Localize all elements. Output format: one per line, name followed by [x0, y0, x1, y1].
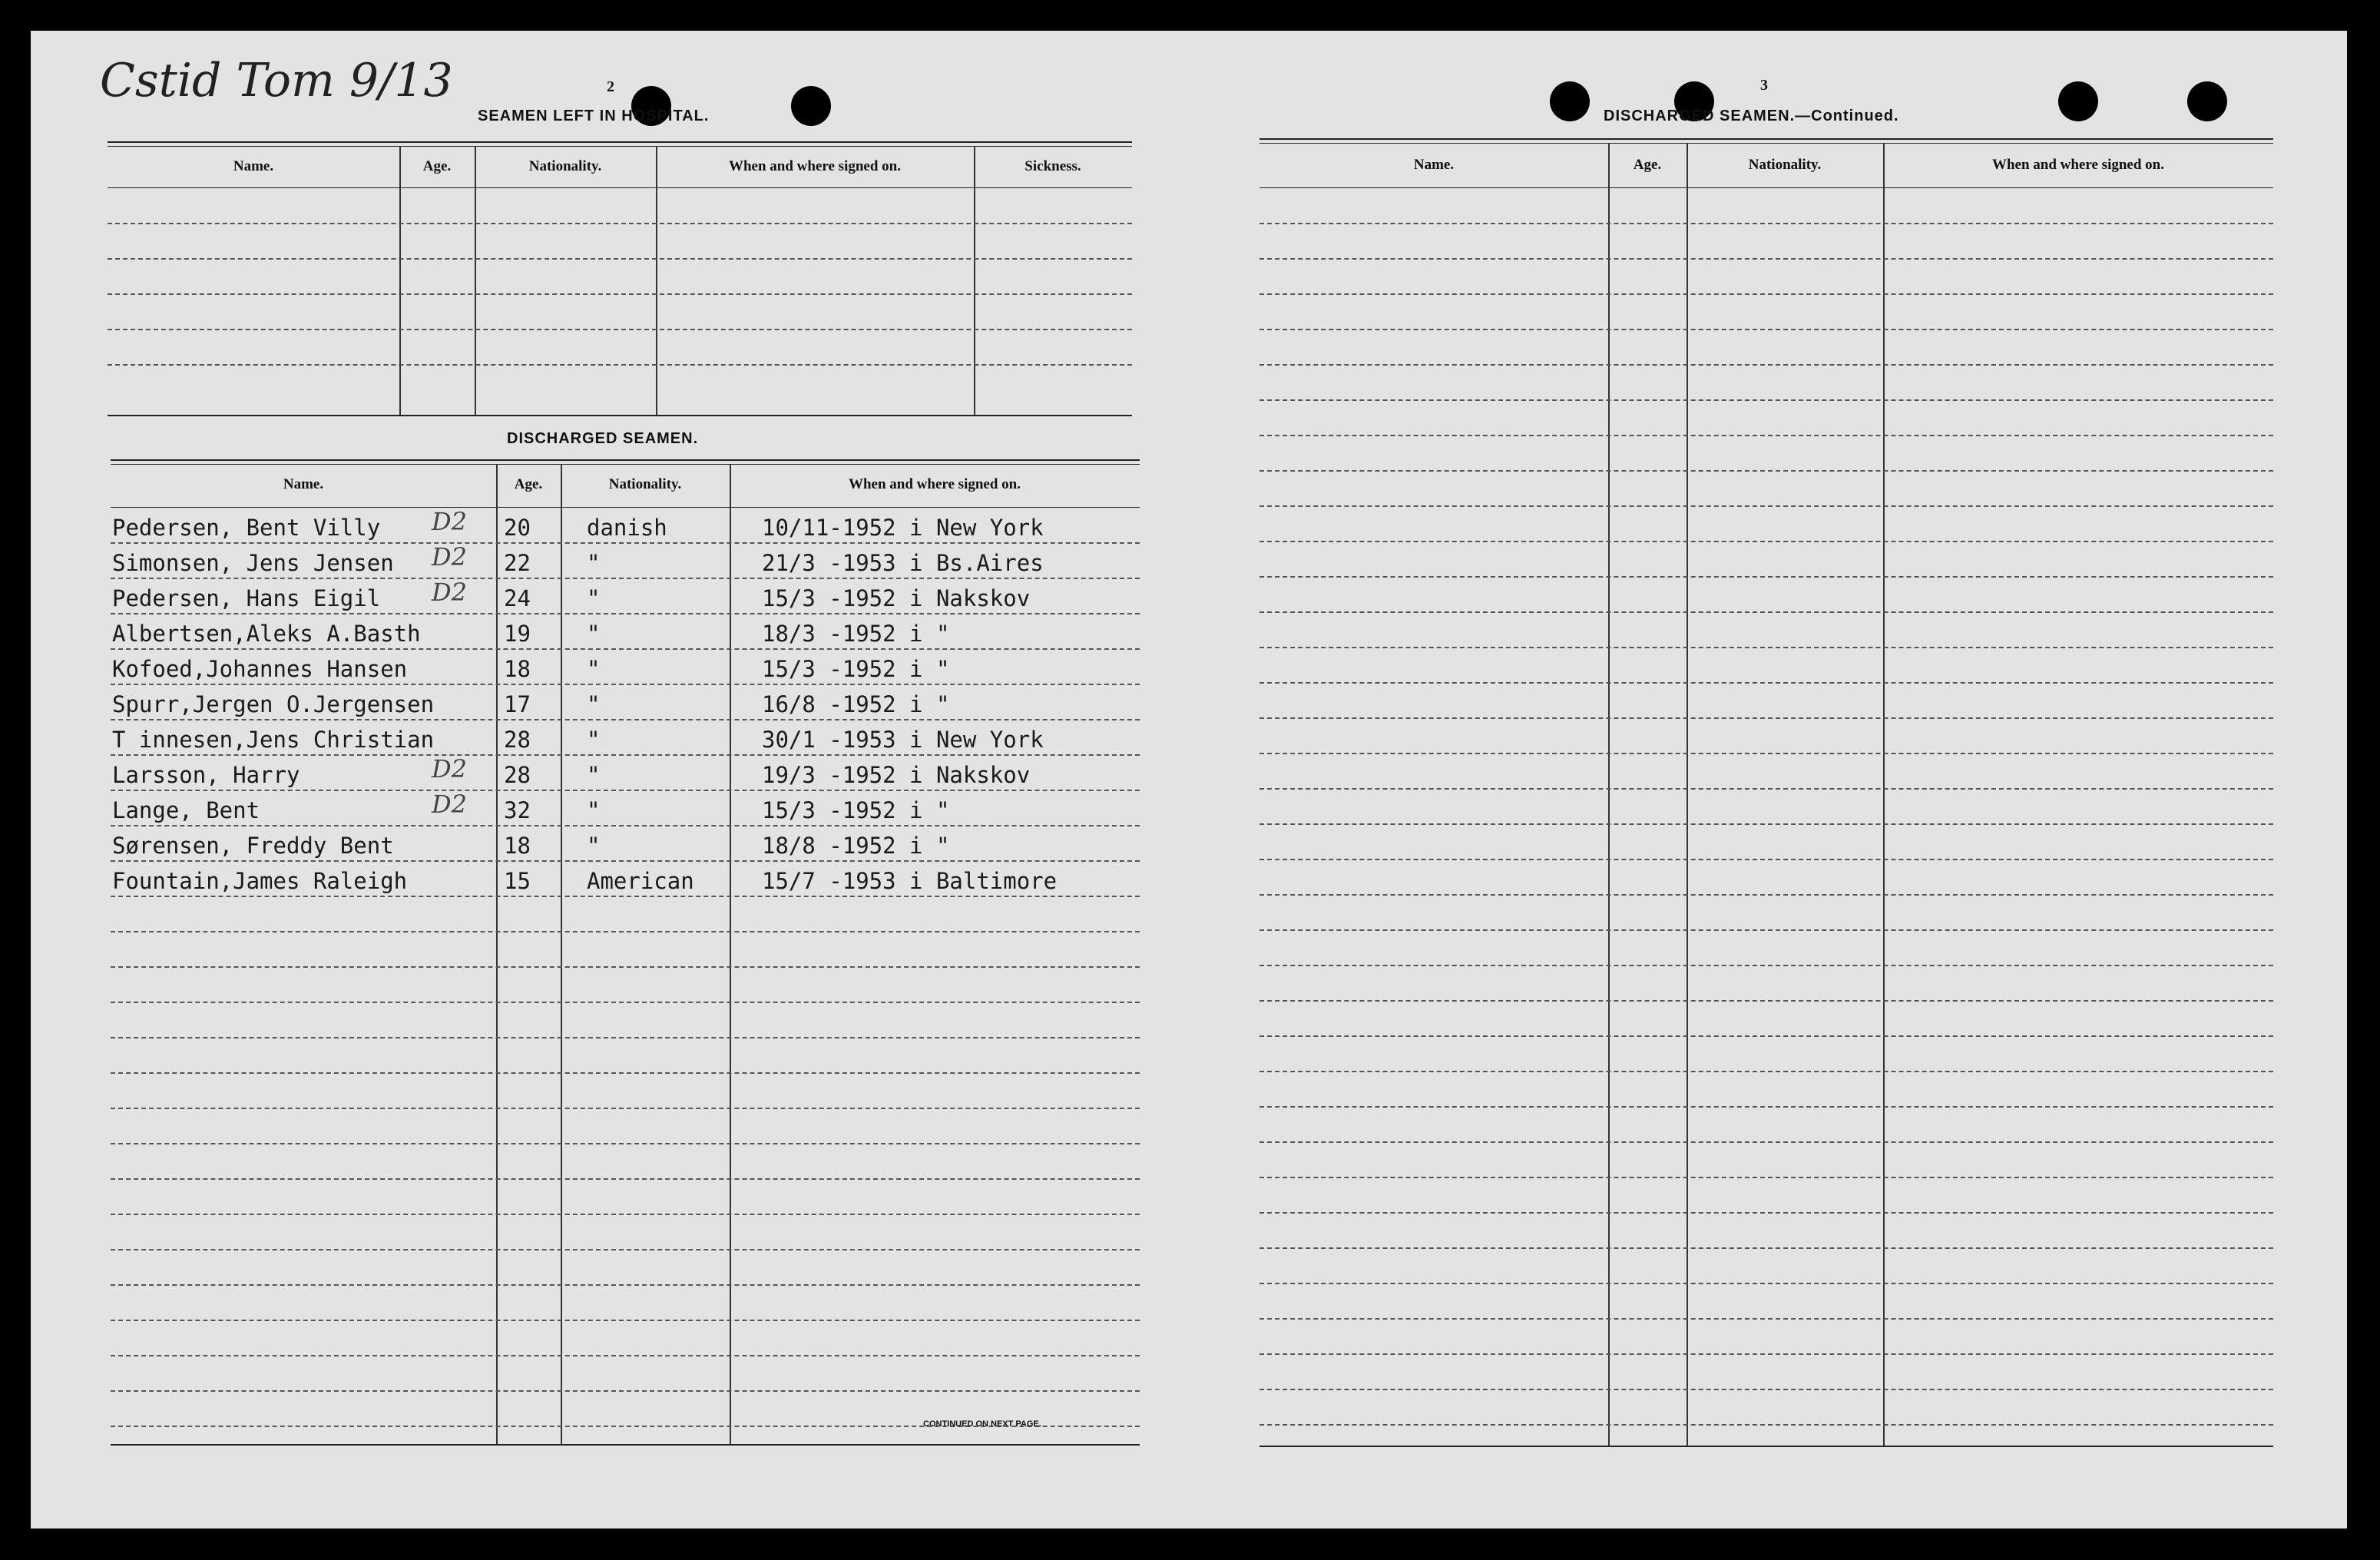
continued-col-name: Name.	[1413, 157, 1455, 173]
seaman-signed-on: 18/8 -1952 i "	[762, 833, 950, 859]
seaman-signed-on: 16/8 -1952 i "	[762, 691, 950, 717]
seaman-name: Simonsen, Jens Jensen	[112, 550, 394, 576]
table-row	[111, 754, 1140, 790]
seaman-age: 18	[504, 833, 531, 859]
seaman-nationality: "	[587, 727, 601, 753]
continued-col-signed-on: When and where signed on.	[1991, 157, 2164, 173]
seaman-age: 28	[504, 762, 531, 788]
table-row	[111, 1355, 1140, 1390]
table-row	[1260, 823, 2273, 859]
table-row	[1260, 1141, 2273, 1177]
seaman-age: 19	[504, 621, 531, 647]
seaman-name: Spurr,Jergen O.Jergensen	[112, 691, 435, 717]
seaman-name: Pedersen, Bent Villy	[112, 515, 381, 541]
punch-hole	[2058, 81, 2098, 121]
table-row	[111, 790, 1140, 825]
table-row	[111, 542, 1140, 578]
continued-footer: CONTINUED ON NEXT PAGE.	[923, 1419, 1041, 1429]
discharged-table	[111, 459, 1140, 1449]
table-row	[1260, 505, 2273, 541]
seaman-age: 24	[504, 585, 531, 611]
seaman-name: Larsson, Harry	[112, 762, 300, 788]
table-row	[111, 1143, 1140, 1178]
continued-col-age: Age.	[1633, 157, 1662, 173]
seaman-name: T innesen,Jens Christian	[112, 727, 435, 753]
table-row	[1260, 223, 2273, 258]
table-row	[1260, 647, 2273, 682]
table-row	[1260, 859, 2273, 894]
seaman-nationality: "	[587, 656, 601, 682]
hospital-col-name: Name.	[233, 158, 274, 174]
seaman-signed-on: 30/1 -1953 i New York	[762, 727, 1044, 753]
seaman-name: Fountain,James Raleigh	[112, 868, 408, 894]
seaman-signed-on: 15/7 -1953 i Baltimore	[762, 868, 1058, 894]
discharged-col-signed-on: When and where signed on.	[848, 476, 1021, 492]
table-row	[111, 507, 1140, 542]
table-row	[1260, 293, 2273, 329]
punch-hole	[2187, 81, 2227, 121]
table-row	[1260, 541, 2273, 576]
seaman-nationality: "	[587, 550, 601, 576]
table-row	[1260, 258, 2273, 293]
table-row	[1260, 1177, 2273, 1212]
table-row	[111, 1214, 1140, 1249]
table-row	[1260, 1318, 2273, 1353]
discharged-table-continued	[1260, 138, 2273, 1449]
seaman-signed-on: 10/11-1952 i New York	[762, 515, 1044, 541]
seaman-signed-on: 19/3 -1952 i Nakskov	[762, 762, 1031, 788]
seaman-nationality: "	[587, 691, 601, 717]
table-row	[1260, 1071, 2273, 1106]
table-row	[1260, 1389, 2273, 1424]
continued-rows	[1260, 187, 2273, 1449]
seaman-age: 15	[504, 868, 531, 894]
discharged-col-nationality: Nationality.	[608, 476, 682, 492]
table-row	[1260, 682, 2273, 717]
table-row	[1260, 929, 2273, 965]
hospital-section-heading: SEAMEN LEFT IN HOSPITAL.	[478, 108, 710, 124]
seaman-age: 17	[504, 691, 531, 717]
seaman-signed-on: 15/3 -1952 i Nakskov	[762, 585, 1031, 611]
seaman-age: 32	[504, 797, 531, 823]
pencil-mark: D2	[432, 578, 468, 607]
table-row	[1260, 1212, 2273, 1247]
seaman-signed-on: 21/3 -1953 i Bs.Aires	[762, 550, 1044, 576]
hospital-col-sickness: Sickness.	[1024, 158, 1081, 174]
continued-col-nationality: Nationality.	[1748, 157, 1822, 173]
table-row	[111, 613, 1140, 648]
seaman-name: Lange, Bent	[112, 797, 260, 823]
table-row	[1260, 788, 2273, 823]
pencil-mark: D2	[432, 790, 468, 819]
pencil-mark: D2	[432, 542, 468, 571]
table-row	[1260, 435, 2273, 470]
punch-hole	[1550, 81, 1590, 121]
seaman-nationality: "	[587, 621, 601, 647]
pencil-mark: D2	[432, 754, 468, 783]
table-row	[1260, 364, 2273, 399]
table-row	[111, 684, 1140, 719]
hospital-col-signed-on: When and where signed on.	[728, 158, 901, 174]
table-row	[1260, 1000, 2273, 1035]
table-row	[111, 1108, 1140, 1143]
table-row	[1260, 329, 2273, 364]
table-row	[111, 860, 1140, 896]
discharged-section-heading: DISCHARGED SEAMEN.	[507, 430, 699, 447]
handwritten-annotation: Cstid Tom 9/13	[100, 54, 453, 108]
table-row	[111, 1037, 1140, 1072]
table-row	[1260, 753, 2273, 788]
table-row	[111, 1320, 1140, 1355]
table-row	[1260, 470, 2273, 505]
table-row	[1260, 399, 2273, 435]
page-number-right: 3	[1760, 77, 1768, 94]
right-page-heading: DISCHARGED SEAMEN.—Continued.	[1604, 108, 1899, 124]
seaman-age: 28	[504, 727, 531, 753]
seaman-name: Albertsen,Aleks A.Basth	[112, 621, 421, 647]
page-number-left: 2	[607, 78, 614, 95]
seaman-nationality: "	[587, 762, 601, 788]
table-row	[1260, 611, 2273, 647]
seaman-nationality: "	[587, 833, 601, 859]
seaman-nationality: American	[587, 868, 694, 894]
seaman-signed-on: 15/3 -1952 i "	[762, 797, 950, 823]
table-row	[1260, 1106, 2273, 1141]
discharged-rows	[111, 507, 1140, 1449]
document-sheet	[31, 31, 2347, 1529]
table-row	[1260, 576, 2273, 611]
table-row	[111, 1178, 1140, 1214]
seaman-name: Pedersen, Hans Eigil	[112, 585, 381, 611]
seaman-age: 22	[504, 550, 531, 576]
table-row	[1260, 894, 2273, 929]
seaman-name: Kofoed,Johannes Hansen	[112, 656, 408, 682]
table-row	[111, 578, 1140, 613]
table-row	[111, 931, 1140, 966]
table-row	[1260, 187, 2273, 223]
table-row	[1260, 965, 2273, 1000]
table-row	[111, 1002, 1140, 1037]
table-row	[111, 896, 1140, 931]
table-row	[1260, 717, 2273, 753]
seaman-age: 18	[504, 656, 531, 682]
table-row	[111, 719, 1140, 754]
table-row	[1260, 1247, 2273, 1283]
seaman-nationality: danish	[587, 515, 667, 541]
table-row	[111, 648, 1140, 684]
seaman-signed-on: 15/3 -1952 i "	[762, 656, 950, 682]
table-row	[111, 1249, 1140, 1284]
seaman-age: 20	[504, 515, 531, 541]
table-row	[1260, 1353, 2273, 1389]
table-row	[111, 966, 1140, 1002]
seaman-signed-on: 18/3 -1952 i "	[762, 621, 950, 647]
table-row	[1260, 1035, 2273, 1071]
discharged-col-age: Age.	[514, 476, 543, 492]
table-row	[111, 1072, 1140, 1108]
punch-hole	[791, 86, 831, 126]
hospital-col-nationality: Nationality.	[528, 158, 602, 174]
seaman-name: Sørensen, Freddy Bent	[112, 833, 394, 859]
seaman-nationality: "	[587, 585, 601, 611]
hospital-col-age: Age.	[422, 158, 452, 174]
table-row	[111, 825, 1140, 860]
seaman-nationality: "	[587, 797, 601, 823]
discharged-col-name: Name.	[283, 476, 324, 492]
table-row	[111, 1284, 1140, 1320]
table-row	[1260, 1283, 2273, 1318]
hospital-table	[108, 141, 1132, 418]
pencil-mark: D2	[432, 507, 468, 536]
